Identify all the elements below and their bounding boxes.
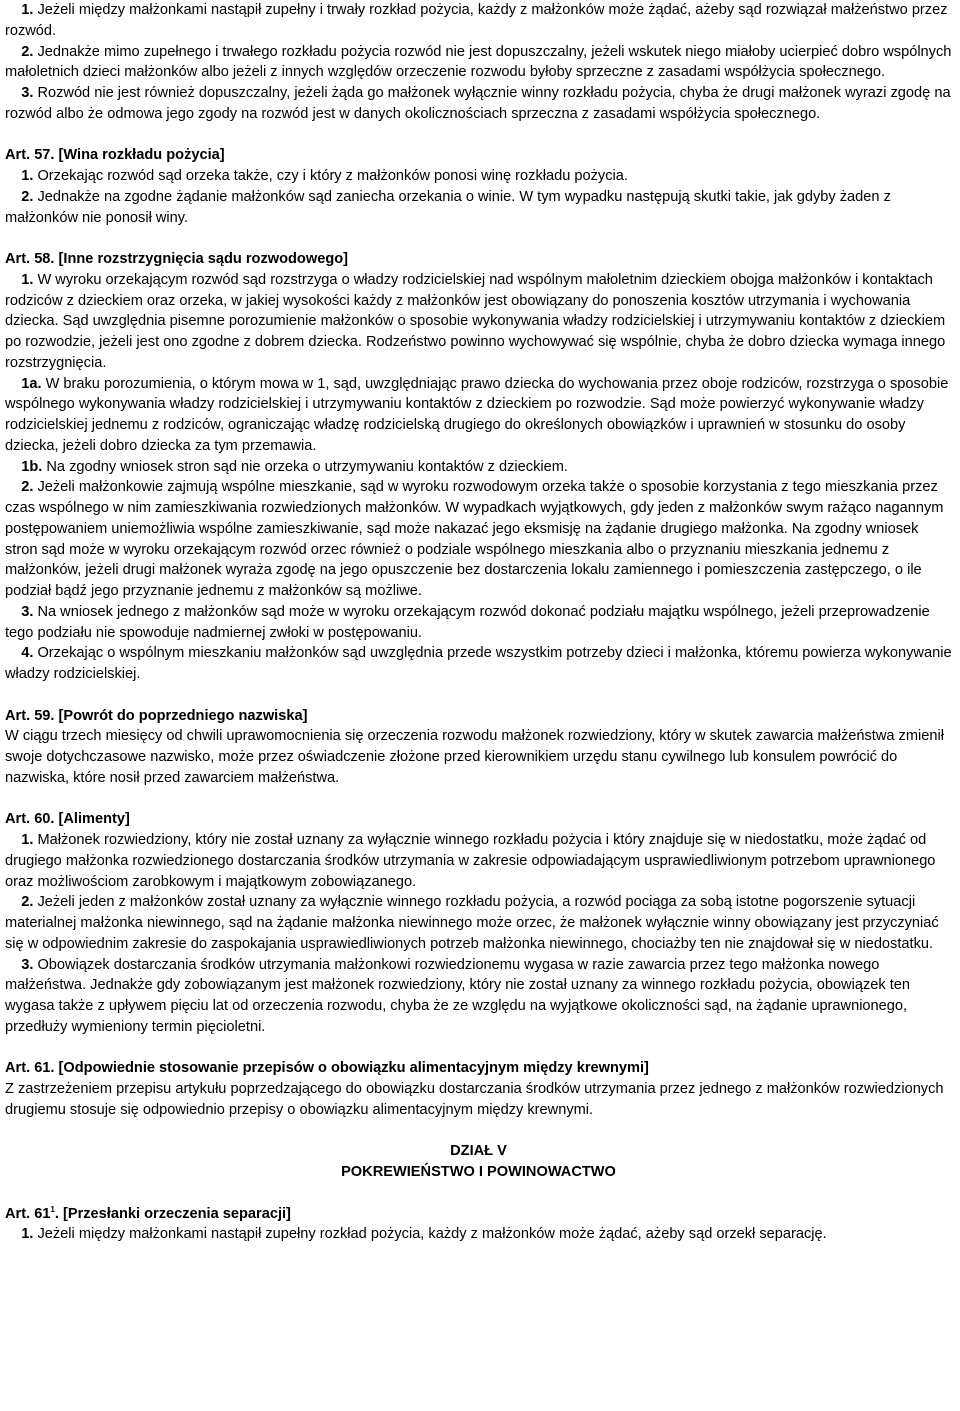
art61-1-paragraph-1 [5,1224,952,1245]
paragraph-number: 1. [21,832,34,848]
paragraph-text: Orzekając rozwód sąd orzeka także, czy i który z małżonków ponosi winę rozkładu pożycia. [37,168,628,184]
paragraph-text: Jednakże na zgodne żądanie małżonków sąd zaniecha orzekania o winie. W tym wypadku następują skutki takie, jak gdyby żaden z małżonków nie ponosił winy. [5,188,891,226]
paragraph-text: Jeżeli małżonkowie zajmują wspólne mieszkanie, sąd w wyroku rozwodowym orzeka także o sposobie korzystania z tego mieszkania przez czas wspólnego w nim zamieszkiwania rozwiedzionych małżonków. W wypadkach wyjątkowych, gdy jeden z małżonków swym rażąco nagannym postępowaniem uniemożliwia wspólne zamieszkiwanie, sąd może nakazać jego eksmisję na żądanie drugiego małżonka. Na zgodny wniosek stron sąd może w wyroku orzekającym rozwód orzec również o podziale wspólnego mieszkania albo o przyznaniu mieszkania jednemu z małżonków, jeżeli drugi małżonek wyraża zgodę na jego opuszczenie bez dostarczenia lokalu zamiennego i pomieszczenia zastępczego, o ile podział bądź jego przyznanie jednemu z małżonków są możliwe. [5,479,944,599]
paragraph-number: 1a. [21,375,42,392]
paragraph-number: 4. [21,645,34,662]
heading-superscript: 1 [50,1204,55,1214]
heading-prefix: Art. 61 [5,1205,51,1222]
art58-paragraph-1b [5,457,952,478]
division-subtitle: POKREWIEŃSTWO I POWINOWACTWO [341,1164,616,1180]
paragraph-text: Na zgodny wniosek stron sąd nie orzeka o utrzymywaniu kontaktów z dzieckiem. [46,458,568,475]
paragraph-number: 2. [21,894,34,911]
paragraph-number: 3. [21,956,34,973]
paragraph-number: 1. [21,271,34,288]
art59-text: W ciągu trzech miesięcy od chwili uprawomocnienia się orzeczenia rozwodu małżonek rozwiedziony, który w skutek zawarcia małżeństwa zmienił swoje dotychczasowe nazwisko, może przez oświadczenie złożone przed kierownikiem urzędu stanu cywilnego lub konsulem powrócić do nazwiska, które nosił przed zawarciem małżeństwa. [5,728,944,786]
paragraph-number: 1b. [21,458,43,475]
art58-paragraph-1a [5,374,952,457]
art56-paragraph-2 [5,42,952,84]
paragraph-text: Rozwód nie jest również dopuszczalny, jeżeli żąda go małżonek wyłącznie winny rozkładu pożycia, chyba że drugi małżonek wyrazi zgodę na rozwód albo że odmowa jego zgody na rozwód jest w danych okolicznościach sprzeczna z zasadami współżycia społecznego. [5,85,951,122]
art60-heading: Art. 60. [Alimenty] [5,811,130,828]
paragraph-number: 2. [21,43,34,60]
art58-paragraph-4 [5,643,952,685]
paragraph-text: Jeżeli między małżonkami nastąpił zupełny i trwały rozkład pożycia, każdy z małżonków może żądać, ażeby sąd rozwiązał małżeństwo przez rozwód. [5,2,948,39]
art60-paragraph-3 [5,955,952,1038]
art58-paragraph-2 [5,477,952,602]
division-title: DZIAŁ V [450,1143,507,1160]
paragraph-number: 2. [21,188,34,205]
art59-heading: Art. 59. [Powrót do poprzedniego nazwiska] [5,707,308,724]
art56-paragraph-3 [5,83,952,125]
paragraph-text: W braku porozumienia, o którym mowa w 1, sąd, uwzględniając prawo dziecka do wychowania przez oboje rodziców, rozstrzyga o sposobie wspólnego wykonywania władzy rodzicielskiej i utrzymywaniu kontaktów z dzieckiem po rozwodzie. Sąd może powierzyć wykonywanie władzy rodzicielskiej jednemu z rodziców, ograniczając władzę rodzicielską drugiego do określonych obowiązków i uprawnień w stosunku do osoby dziecka, jeżeli dobro dziecka za tym przemawia. [5,375,949,454]
art57-paragraph-1 [5,166,952,187]
art61-1-heading [5,1204,952,1225]
paragraph-text: W wyroku orzekającym rozwód sąd rozstrzyga o władzy rodzicielskiej nad wspólnym małoletnim dzieckiem obojga małżonków i kontaktach rodziców z dzieckiem oraz orzeka, w jakiej wysokości każdy z małżonków jest obowiązany do ponoszenia kosztów utrzymania i wychowania dziecka. Sąd uwzględnia pisemne porozumienie małżonków o sposobie wykonywania władzy rodzicielskiej i utrzymywaniu kontaktów z dzieckiem po rozwodzie, jeżeli jest ono zgodne z dobrem dziecka. Rodzeństwo powinno wychowywać się wspólnie, chyba że dobro dziecka wymaga innego rozstrzygnięcia. [5,271,946,371]
art58-heading: Art. 58. [Inne rozstrzygnięcia sądu rozwodowego] [5,251,349,267]
paragraph-text: Na wniosek jednego z małżonków sąd może w wyroku orzekającym rozwód dokonać podziału majątku wspólnego, jeżeli przeprowadzenie tego podziału nie spowoduje nadmiernej zwłoki w postępowaniu. [5,603,930,641]
paragraph-text: Małżonek rozwiedziony, który nie został uznany za wyłącznie winnego rozkładu pożycia i który znajduje się w niedostatku, może żądać od drugiego małżonka rozwiedzionego dostarczania środków utrzymania w zakresie odpowiadającym usprawiedliwionym potrzebom uprawnionego oraz możliwościom zarobkowym i majątkowym zobowiązanego. [5,832,936,890]
paragraph-number: 2. [21,479,34,496]
art57-heading: Art. 57. [Wina rozkładu pożycia] [5,147,225,164]
paragraph-number: 1. [21,168,34,184]
art58-paragraph-1 [5,270,952,374]
paragraph-text: Jednakże mimo zupełnego i trwałego rozkładu pożycia rozwód nie jest dopuszczalny, jeżeli wskutek niego miałoby ucierpieć dobro wspólnych małoletnich dzieci małżonków albo jeżeli z innych względów orzeczenie rozwodu byłoby sprzeczne z zasadami współżycia społecznego. [5,43,952,81]
paragraph-text: Jeżeli między małżonkami nastąpił zupełny rozkład pożycia, każdy z małżonków może żądać, ażeby sąd orzekł separację. [37,1226,827,1243]
art57-paragraph-2 [5,187,952,229]
art61-text: Z zastrzeżeniem przepisu artykułu poprzedzającego do obowiązku dostarczania środków utrzymania przez jednego z małżonków rozwiedzionych drugiemu stosuje się odpowiednio przepisy o obowiązku alimentacyjnym między krewnymi. [5,1081,944,1118]
art61-heading: Art. 61. [Odpowiednie stosowanie przepisów o obowiązku alimentacyjnym między krewnymi] [5,1060,649,1077]
paragraph-text: Jeżeli jeden z małżonków został uznany za wyłącznie winnego rozkładu pożycia, a rozwód pociąga za sobą istotne pogorszenie sytuacji materialnej małżonka niewinnego, sąd na żądanie małżonka niewinnego może orzec, że małżonek wyłącznie winny obowiązany jest przyczyniać się w odpowiednim zakresie do zaspokajania usprawiedliwionych potrzeb małżonka niewinnego, chociażby ten nie znajdował się w niedostatku. [5,894,939,952]
paragraph-text: Orzekając o wspólnym mieszkaniu małżonków sąd uwzględnia przede wszystkim potrzeby dzieci i małżonka, któremu powierza wykonywanie władzy rodzicielskiej. [5,645,952,682]
paragraph-text: Obowiązek dostarczania środków utrzymania małżonkowi rozwiedzionemu wygasa w razie zawarcia przez tego małżonka nowego małżeństwa. Jednakże gdy zobowiązanym jest małżonek rozwiedziony, który nie został uznany za winnego rozkładu pożycia, obowiązek ten wygasa także z upływem pięciu lat od orzeczenia rozwodu, chyba że ze względu na wyjątkowe okoliczności sąd, na żądanie uprawnionego, przedłuży wymieniony termin pięcioletni. [5,956,911,1035]
art60-paragraph-2 [5,892,952,954]
paragraph-number: 1. [21,1226,34,1243]
art56-paragraph-1 [5,0,952,42]
paragraph-number: 1. [21,2,34,18]
paragraph-number: 3. [21,85,34,101]
art60-paragraph-1 [5,830,952,892]
art58-paragraph-3 [5,602,952,644]
heading-rest: . [Przesłanki orzeczenia separacji] [54,1205,291,1222]
paragraph-number: 3. [21,603,34,620]
